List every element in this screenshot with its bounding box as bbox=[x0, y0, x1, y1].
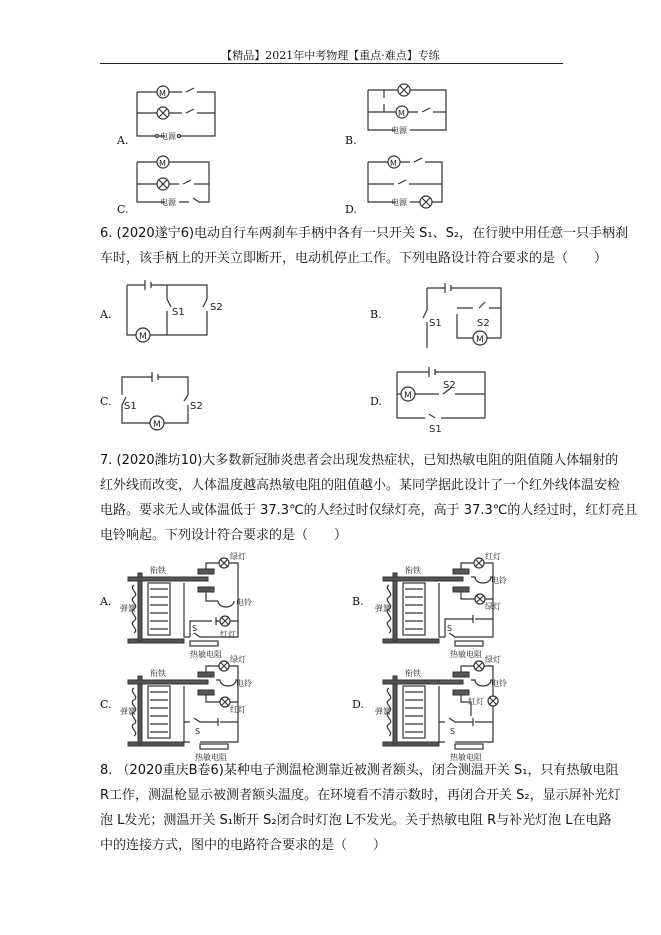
svg-text:热敏电阻: 热敏电阻 bbox=[195, 753, 227, 762]
q5-option-c-label: C. bbox=[117, 203, 129, 216]
svg-text:M: M bbox=[404, 391, 412, 401]
svg-text:弹簧: 弹簧 bbox=[120, 707, 136, 716]
q7-option-c-label: C. bbox=[100, 698, 112, 711]
q6-circuit-b bbox=[407, 288, 517, 353]
q7-text-line1: 7. (2020潍坊10)大多数新冠肺炎患者会出现发热症状，已知热敏电阻的阻值随人体辐射的 bbox=[100, 453, 619, 468]
svg-text:电源: 电源 bbox=[160, 198, 176, 207]
q5-option-b-label: B. bbox=[345, 134, 357, 147]
svg-text:S2: S2 bbox=[210, 302, 223, 313]
svg-text:绿灯: 绿灯 bbox=[230, 655, 246, 664]
svg-text:S1: S1 bbox=[429, 318, 442, 329]
svg-text:衔铁: 衔铁 bbox=[405, 669, 421, 678]
svg-text:热敏电阻: 热敏电阻 bbox=[450, 650, 482, 659]
svg-text:红灯: 红灯 bbox=[230, 705, 246, 714]
q5-option-a-label: A. bbox=[117, 134, 129, 147]
svg-text:M: M bbox=[390, 159, 397, 168]
svg-text:S: S bbox=[192, 624, 198, 633]
svg-text:S2: S2 bbox=[190, 401, 203, 412]
q7-option-d-label: D. bbox=[352, 698, 364, 711]
svg-text:S: S bbox=[447, 624, 453, 633]
svg-text:电铃: 电铃 bbox=[491, 576, 507, 585]
svg-text:电铃: 电铃 bbox=[236, 598, 252, 607]
svg-text:电铃: 电铃 bbox=[236, 679, 252, 688]
svg-text:M: M bbox=[153, 420, 161, 430]
svg-text:红灯: 红灯 bbox=[220, 630, 236, 639]
svg-text:绿灯: 绿灯 bbox=[230, 552, 246, 561]
q7-text-line2: 红外线而改变，人体温度越高热敏电阻的阻值越小。某同学据此设计了一个红外线体温安检 bbox=[100, 478, 621, 493]
q7-circuit-c bbox=[120, 655, 252, 762]
q7-circuit-a bbox=[120, 552, 252, 659]
svg-text:红灯: 红灯 bbox=[468, 697, 484, 706]
q6-text-line1: 6. (2020遂宁6)电动自行车两刹车手柄中各有一只开关 S₁、S₂，在行驶中用任意一只手柄刹 bbox=[100, 226, 629, 241]
svg-text:电铃: 电铃 bbox=[491, 679, 507, 688]
svg-text:热敏电阻: 热敏电阻 bbox=[190, 650, 222, 659]
svg-text:绿灯: 绿灯 bbox=[485, 655, 501, 664]
svg-text:S: S bbox=[195, 727, 201, 736]
q8-text-line3: 泡 L发光；测温开关 S₁断开 S₂闭合时灯泡 L不发光。关于热敏电阻 R与补光灯泡 L在电路 bbox=[100, 813, 612, 828]
q5-circuit-d bbox=[368, 158, 453, 213]
q6-circuit-c bbox=[122, 377, 222, 437]
svg-text:S2: S2 bbox=[443, 380, 456, 391]
q6-circuit-d bbox=[397, 372, 497, 437]
svg-text:M: M bbox=[159, 89, 166, 98]
svg-text:红灯: 红灯 bbox=[485, 552, 501, 561]
q5-circuit-a bbox=[137, 88, 222, 148]
q6-circuit-a bbox=[127, 285, 227, 350]
q5-circuit-c bbox=[137, 158, 222, 213]
q7-circuit-d bbox=[375, 655, 507, 762]
svg-text:S: S bbox=[450, 727, 456, 736]
svg-text:S1: S1 bbox=[124, 401, 137, 412]
svg-text:M: M bbox=[159, 159, 166, 168]
svg-text:S1: S1 bbox=[429, 424, 442, 435]
q6-text-line2: 车时，该手柄上的开关立即断开，电动机停止工作。下列电路设计符合要求的是（ ） bbox=[100, 251, 608, 266]
svg-text:M: M bbox=[398, 109, 405, 118]
svg-text:M: M bbox=[476, 335, 484, 345]
q7-option-b-label: B. bbox=[352, 595, 364, 608]
svg-text:电源: 电源 bbox=[160, 132, 176, 141]
svg-text:弹簧: 弹簧 bbox=[375, 707, 391, 716]
svg-text:衔铁: 衔铁 bbox=[150, 566, 166, 575]
svg-text:热敏电阻: 热敏电阻 bbox=[450, 753, 482, 762]
header-divider bbox=[100, 63, 563, 64]
page-header: 【精品】2021年中考物理【重点·难点】专练 bbox=[221, 49, 440, 62]
q7-text-line4: 电铃响起。下列设计符合要求的是（ ） bbox=[100, 528, 348, 543]
svg-text:电源: 电源 bbox=[391, 126, 407, 135]
svg-text:衔铁: 衔铁 bbox=[150, 669, 166, 678]
q8-text-line4: 中的连接方式，图中的电路符合要求的是（ ） bbox=[100, 838, 387, 853]
q8-text-line1: 8. （2020重庆B卷6)某种电子测温枪测靠近被测者额头，闭合测温开关 S₁，只有热敏电阻 bbox=[100, 763, 619, 778]
svg-text:衔铁: 衔铁 bbox=[405, 566, 421, 575]
svg-text:M: M bbox=[139, 332, 147, 342]
q6-option-d-label: D. bbox=[370, 395, 382, 408]
q8-text-line2: R工作，测温枪显示被测者额头温度。在环境看不清示数时，再闭合开关 S₂，显示屏补光灯 bbox=[100, 788, 621, 803]
q7-circuit-b bbox=[375, 552, 507, 659]
q5-option-d-label: D. bbox=[345, 203, 357, 216]
svg-text:弹簧: 弹簧 bbox=[375, 604, 391, 613]
q6-option-c-label: C. bbox=[100, 395, 112, 408]
svg-text:S2: S2 bbox=[477, 318, 490, 329]
svg-text:电源: 电源 bbox=[391, 198, 407, 207]
q7-text-line3: 电路。要求无人或体温低于 37.3℃的人经过时仅绿灯亮，高于 37.3℃的人经过时，红灯亮且 bbox=[100, 503, 638, 518]
q5-circuit-b bbox=[368, 90, 453, 145]
svg-text:绿灯: 绿灯 bbox=[485, 602, 501, 611]
q6-option-a-label: A. bbox=[100, 308, 112, 321]
svg-text:弹簧: 弹簧 bbox=[120, 604, 136, 613]
q6-option-b-label: B. bbox=[370, 308, 382, 321]
q7-option-a-label: A. bbox=[100, 595, 112, 608]
svg-text:S1: S1 bbox=[172, 307, 185, 318]
